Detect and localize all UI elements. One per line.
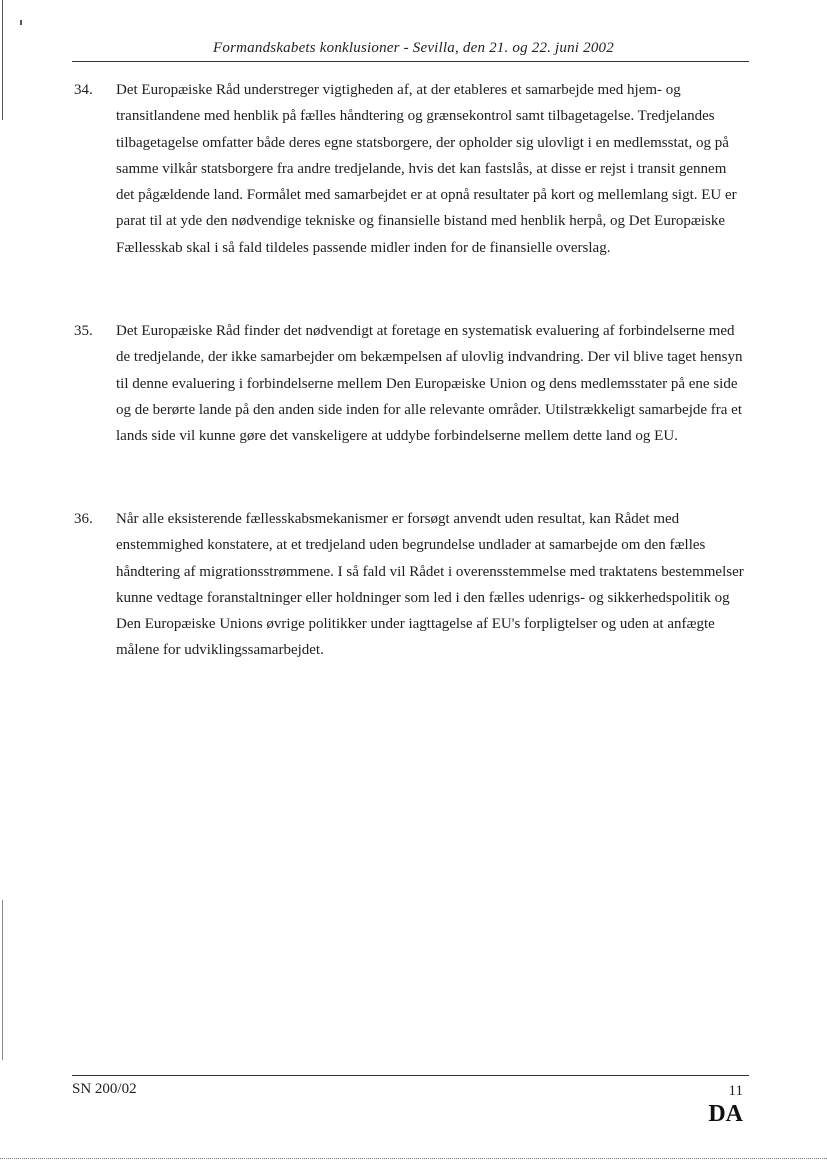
scan-artifact-tick [20,20,22,25]
page-header-title: Formandskabets konklusioner - Sevilla, den 21. og 22. juni 2002 [213,40,614,56]
scan-artifact-left-edge [2,0,3,120]
scan-artifact-left-edge-lower [2,900,3,1060]
footer-page-number: 11 [728,1083,743,1099]
paragraph-number: 36. [74,511,93,527]
scan-artifact-bottom-edge [0,1158,827,1159]
footer-language-code: DA [708,1101,743,1127]
paragraph-text: Det Europæiske Råd finder det nødvendigt at foretage en systematisk evaluering af forbindelserne med de tredjelande, der ikke samarbejder om bekæmpelsen af ulovlig indvandring. Der vil blive taget hensyn til denne evaluering i forbindelserne mellem Den Europæiske Union og dens medlemsstater på ene side og de berørte lande på den anden side inden for alle relevante områder. Utilstrækkeligt samarbejde fra et lands side vil kunne gøre det vanskeligere at uddybe forbindelserne mellem dette land og EU. [116,323,743,445]
paragraph-text: Det Europæiske Råd understreger vigtigheden af, at der etableres et samarbejde med hjem- og transitlandene med henblik på fælles håndtering og grænsekontrol samt tilbagetagelse. Tredjelandes tilbagetagelse omfatter både deres egne statsborgere, der opholder sig ulovligt i en medlemsstat, og på samme vilkår statsborgere fra andre tredjelande, hvis det kan fastslås, at disse er rejst i transit gennem det pågældende land. Formålet med samarbejdet er at opnå resultater på kort og mellemlang sigt. EU er parat til at yde den nødvendige tekniske og finansielle bistand med henblik herpå, og Det Europæiske Fællesskab skal i så fald tildeles passende midler inden for de finansielle overslag. [116,82,737,256]
paragraph-number: 35. [74,323,93,339]
footer-divider [72,1075,749,1076]
header-divider [72,61,749,62]
footer-document-reference: SN 200/02 [72,1081,137,1097]
paragraph-number: 34. [74,82,93,98]
paragraph-text: Når alle eksisterende fællesskabsmekanismer er forsøgt anvendt uden resultat, kan Rådet med enstemmighed konstatere, at et tredjeland uden begrundelse undlader at samarbejde om den fælles håndtering af migrationsstrømmene. I så fald vil Rådet i overensstemmelse med traktatens bestemmelser kunne vedtage foranstaltninger eller holdninger som led i den fælles udenrigs- og sikkerhedspolitik og Den Europæiske Unions øvrige politikker under iagttagelse af EU's forpligtelser og uden at anfægte målene for udviklingssamarbejdet. [116,511,744,659]
